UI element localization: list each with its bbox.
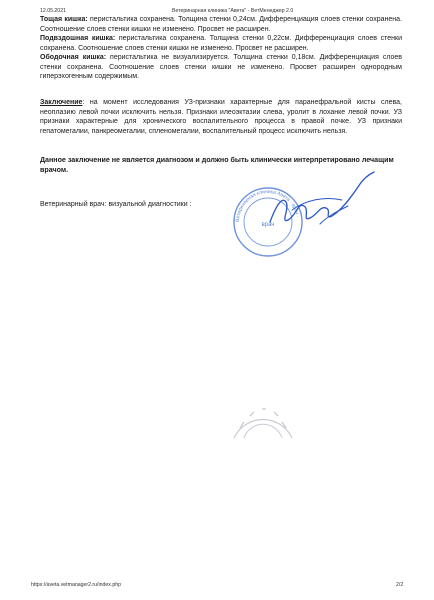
finding-ileum	[40, 34, 402, 53]
finding-colon	[40, 53, 402, 82]
faint-stamp-imprint	[228, 384, 298, 440]
print-header-title: Ветеринарная клиника "Авета" - ВетМенеджер 2.0	[172, 8, 294, 14]
footer-url: https://aveta.vetmanager2.ru/index.php	[31, 582, 121, 588]
findings-section	[40, 15, 402, 82]
vet-signature-line: Ветеринарный врач: визуальной диагностики :	[40, 201, 192, 208]
disclaimer: Данное заключение не является диагнозом и должно быть клинически интерпретировано лечащим врачом.	[40, 156, 394, 174]
conclusion-label: Заключение	[40, 99, 83, 106]
conclusion-section	[40, 98, 402, 136]
signature	[262, 166, 382, 246]
finding-label: Подвздошная кишка:	[40, 35, 116, 42]
stamp-ring-text: Ветеринарная клиника Авета · врач ·	[234, 188, 301, 223]
finding-text: перистальтика не визуализируется. Толщина стенки 0,18см. Дифференциация слоев стенки сохранена. Соотношение слоев стенки кишки не изменено. Просвет расширен однородным гиперэхогенным содержимым.	[40, 54, 402, 80]
finding-text: перистальтика сохранена. Толщина стенки 0,24см. Дифференциация слоев стенки сохранена. Соотношение слоев стенки кишки не изменено. Просвет не расширен.	[40, 16, 402, 33]
conclusion-text: : на момент исследования УЗ-признаки характерные для паранефральной кисты слева, неоплазию левой почки исключить нельзя. Признаки илеоэктазии слева, уролит в лоханке левой почки. УЗ признаки характерные для хронического воспалительного процесса в правой почке. УЗ признаки гепатомегалии, панкреомегалии, спленомегалии, воспалительный процесс исключить нельзя.	[40, 99, 402, 135]
finding-label: Тощая кишка:	[40, 16, 88, 23]
print-date: 12.05.2021	[40, 8, 66, 14]
stamp-center-text: врач	[261, 222, 275, 228]
page-number: 2/2	[396, 582, 404, 588]
finding-thin-intestine	[40, 15, 402, 34]
finding-text: перистальтика сохранена. Толщина стенки 0,22см. Дифференциация слоев стенки сохранена. Соотношение слоев стенки кишки не изменено. Просвет не расширен.	[40, 35, 403, 52]
finding-label: Ободочная кишка:	[40, 54, 107, 61]
